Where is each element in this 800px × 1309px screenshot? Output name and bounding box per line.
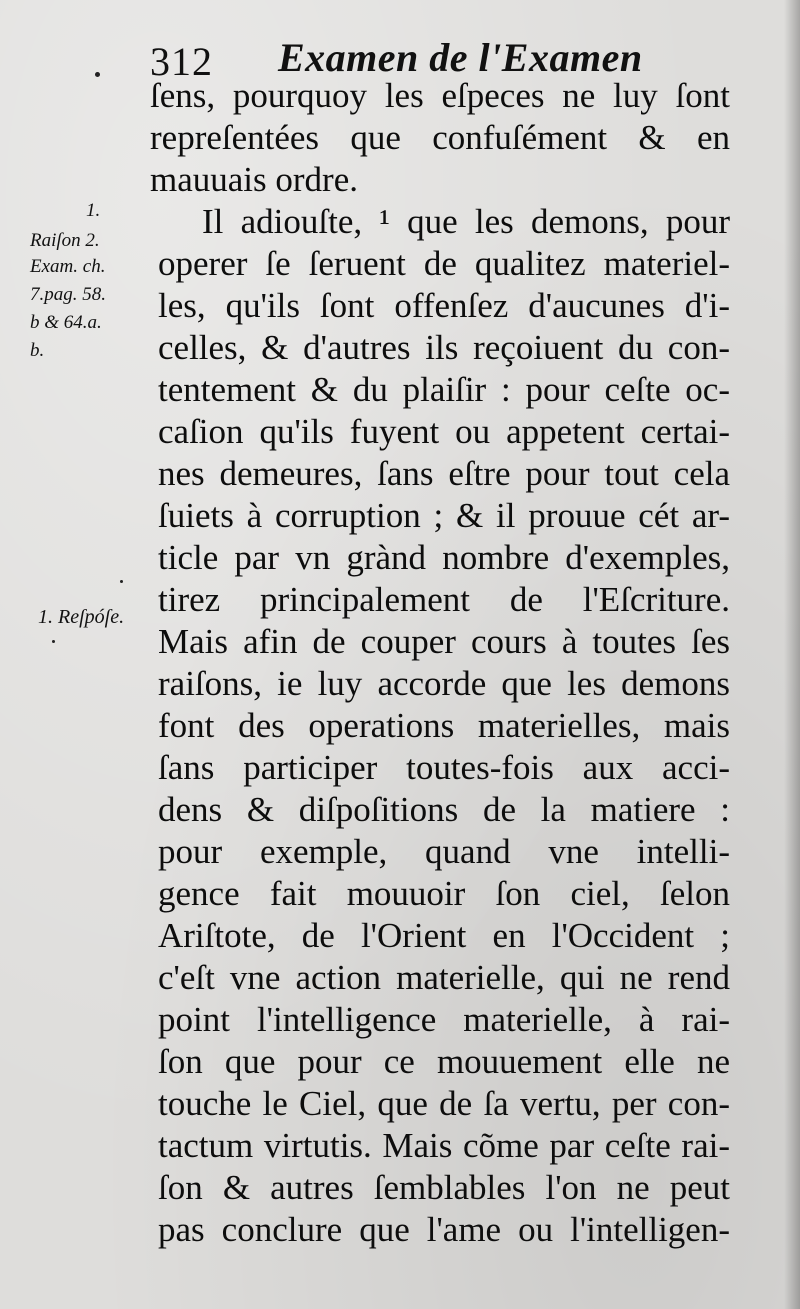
text-line: pas conclure que l'ame ou l'intelligen- bbox=[158, 1210, 730, 1249]
text-line: raiſons, ie luy accorde que les demons bbox=[158, 664, 730, 703]
margin-note-line: b & 64.a. bbox=[30, 312, 102, 333]
text-line: mauuais ordre. bbox=[150, 160, 358, 199]
text-line: operer ſe ſeruent de qualitez materiel- bbox=[158, 244, 730, 283]
page-edge-shadow bbox=[784, 0, 800, 1309]
text-line: c'eſt vne action materielle, qui ne rend bbox=[158, 958, 730, 997]
text-line: ſuiets à corruption ; & il prouue cét ar- bbox=[158, 496, 730, 535]
text-line: pour exemple, quand vne intelli- bbox=[158, 832, 730, 871]
text-line: Ariſtote, de l'Orient en l'Occident ; bbox=[158, 916, 730, 955]
text-line: tentement & du plaiſir : pour ceſte oc- bbox=[158, 370, 730, 409]
text-line: point l'intelligence materielle, à rai- bbox=[158, 1000, 730, 1039]
text-line: ticle par vn grànd nombre d'exemples, bbox=[158, 538, 730, 577]
text-line: ſon que pour ce mouuement elle ne bbox=[158, 1042, 730, 1081]
text-line: ſon & autres ſemblables l'on ne peut bbox=[158, 1168, 730, 1207]
text-line: Mais afin de couper cours à toutes ſes bbox=[158, 622, 730, 661]
text-line: les, qu'ils ſont offenſez d'aucunes d'i- bbox=[158, 286, 730, 325]
text-line: font des operations materielles, mais bbox=[158, 706, 730, 745]
text-line: dens & diſpoſitions de la matiere : bbox=[158, 790, 730, 829]
text-line: tactum virtutis. Mais cõme par ceſte rai- bbox=[158, 1126, 730, 1165]
ink-speck bbox=[52, 640, 55, 643]
margin-note-response: 1. Reſpóſe. bbox=[38, 606, 125, 628]
text-line: tirez principalement de l'Eſcriture. bbox=[158, 580, 730, 619]
text-line: celles, & d'autres ils reçoiuent du con- bbox=[158, 328, 730, 367]
margin-note-line: b. bbox=[30, 340, 45, 361]
text-line: repreſentées que confuſément & en bbox=[150, 118, 730, 157]
margin-note-line: 1. bbox=[86, 200, 101, 221]
page-number: 312 bbox=[150, 39, 213, 84]
margin-note-line: Exam. ch. bbox=[30, 256, 106, 277]
margin-note-line: Raiſon 2. bbox=[30, 230, 100, 251]
running-title: Examen de l'Examen bbox=[278, 35, 643, 80]
margin-note-line: 7.pag. 58. bbox=[30, 284, 106, 305]
text-line: ſans participer toutes-fois aux acci- bbox=[158, 748, 730, 787]
text-line: touche le Ciel, que de ſa vertu, per con- bbox=[158, 1084, 730, 1123]
text-line: Il adiouſte, ¹ que les demons, pour bbox=[202, 202, 730, 241]
text-line: gence fait mouuoir ſon ciel, ſelon bbox=[158, 874, 730, 913]
ink-speck bbox=[120, 580, 123, 583]
text-line: ſens, pourquoy les eſpeces ne luy ſont bbox=[150, 76, 730, 115]
ink-speck bbox=[95, 72, 100, 77]
text-line: caſion qu'ils fuyent ou appetent certai- bbox=[158, 412, 730, 451]
text-line: nes demeures, ſans eſtre pour tout cela bbox=[158, 454, 730, 493]
